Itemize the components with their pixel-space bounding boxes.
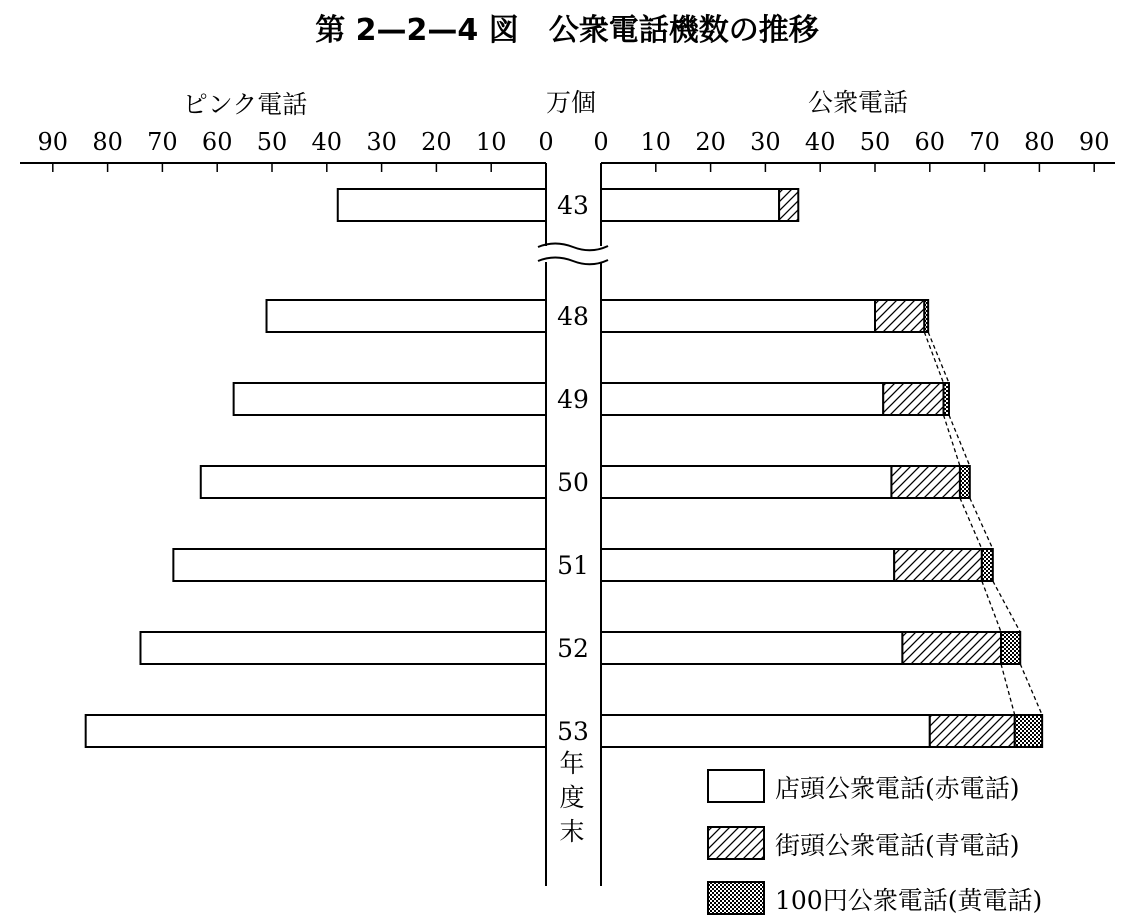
blue-phone-bar: [779, 189, 798, 221]
year-label: 49: [557, 385, 589, 414]
blue-phone-bar: [894, 549, 982, 581]
red-phone-bar: [601, 549, 894, 581]
red-phone-bar: [601, 300, 875, 332]
pink-phone-bar: [234, 383, 546, 415]
year-label: 52: [557, 634, 589, 663]
connector-line: [949, 415, 970, 466]
connector-line: [1020, 664, 1042, 715]
right-tick-label: 0: [593, 128, 609, 156]
legend: [708, 770, 1042, 915]
blue-phone-bar: [891, 466, 960, 498]
yellow-phone-bar: [982, 549, 993, 581]
left-tick-label: 10: [475, 128, 507, 156]
blue-phone-bar: [875, 300, 924, 332]
connector-line: [1001, 664, 1015, 715]
year-label: 50: [557, 468, 589, 497]
left-axis-ticks: [38, 128, 554, 172]
left-axis-label: ピンク電話: [182, 90, 308, 119]
yellow-phone-bar: [944, 383, 949, 415]
year-axis-label: [559, 749, 584, 846]
left-tick-label: 70: [147, 128, 178, 156]
legend-swatch-red-phone: [708, 770, 764, 802]
blue-phone-bar: [883, 383, 943, 415]
legend-swatch-yellow-phone: [708, 882, 764, 914]
yellow-phone-bar: [1015, 715, 1042, 747]
yellow-phone-bar: [1001, 632, 1020, 664]
legend-label-yellow-phone: 100円公衆電話(黄電話): [775, 886, 1043, 915]
red-phone-bar: [601, 383, 883, 415]
chart-title: 第 2—2—4 図 公衆電話機数の推移: [315, 13, 819, 48]
axis-break-mark-upper: [538, 244, 608, 251]
right-tick-label: 70: [969, 128, 1000, 156]
red-phone-bar: [601, 632, 902, 664]
blue-phone-bar: [930, 715, 1015, 747]
pink-phone-bar: [338, 189, 546, 221]
pink-phone-bar: [173, 549, 546, 581]
left-tick-label: 60: [201, 128, 233, 156]
right-tick-label: 90: [1078, 128, 1110, 156]
right-axis-label: 公衆電話: [807, 88, 909, 117]
year-label: 43: [557, 191, 589, 220]
yellow-phone-bar: [924, 300, 928, 332]
legend-label-red-phone: 店頭公衆電話(赤電話): [775, 774, 1020, 803]
connector-line: [970, 498, 993, 549]
right-tick-label: 60: [914, 128, 946, 156]
red-phone-bar: [601, 189, 779, 221]
pink-phone-bar: [267, 300, 546, 332]
left-tick-label: 50: [256, 128, 288, 156]
right-tick-label: 40: [804, 128, 836, 156]
yellow-phone-bar: [960, 466, 970, 498]
connector-line: [993, 581, 1020, 632]
year-label: 51: [557, 551, 589, 580]
right-tick-label: 80: [1024, 128, 1055, 156]
red-phone-bar: [601, 715, 930, 747]
year-axis-char-3: 末: [559, 817, 585, 846]
year-axis-char-2: 度: [559, 783, 585, 812]
unit-label: 万個: [545, 88, 597, 117]
left-tick-label: 90: [37, 128, 69, 156]
right-tick-label: 10: [640, 128, 672, 156]
connector-line: [960, 498, 982, 549]
year-label: 53: [557, 717, 589, 746]
connector-line: [982, 581, 1001, 632]
pink-phone-bar: [201, 466, 546, 498]
year-labels: [557, 191, 589, 746]
pink-phone-bar: [140, 632, 546, 664]
right-tick-label: 50: [859, 128, 891, 156]
left-tick-label: 20: [421, 128, 452, 156]
blue-phone-bar: [902, 632, 1001, 664]
connector-line: [928, 332, 949, 383]
right-tick-label: 30: [750, 128, 781, 156]
legend-label-blue-phone: 街頭公衆電話(青電話): [775, 831, 1020, 860]
axis-break-mark-lower: [538, 258, 608, 265]
connector-line: [924, 332, 943, 383]
left-tick-label: 40: [311, 128, 343, 156]
left-tick-label: 80: [92, 128, 123, 156]
left-tick-label: 30: [366, 128, 397, 156]
year-axis-char-1: 年: [559, 749, 585, 778]
right-axis-ticks: [593, 128, 1109, 172]
year-label: 48: [557, 302, 589, 331]
red-phone-bar: [601, 466, 891, 498]
right-tick-label: 20: [695, 128, 726, 156]
left-tick-label: 0: [538, 128, 554, 156]
pink-phone-bar: [86, 715, 546, 747]
legend-swatch-blue-phone: [708, 827, 764, 859]
